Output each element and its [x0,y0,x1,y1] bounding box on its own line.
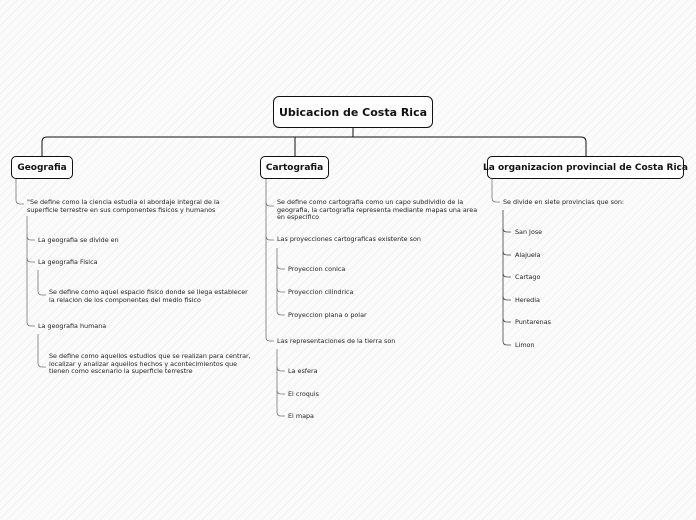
topic-geografia[interactable]: Geografia [11,156,73,179]
province-item[interactable]: Heredia [515,296,540,304]
representacion-item[interactable]: El mapa [288,412,314,420]
cartografia-representaciones[interactable]: Las representaciones de la tierra son [277,337,396,345]
proyeccion-item[interactable]: Proyeccion cilindrica [288,288,354,296]
cartografia-proyecciones[interactable]: Las proyecciones cartograficas existente son [277,235,421,243]
geografia-humana-definition[interactable]: Se define como aquellos estudios que se realizan para centrar, localizar y analizar aquellos hechos y acontecimientos que tienen como escenario la superficie terrestre [49,352,251,376]
province-item[interactable]: San Jose [515,228,543,236]
provincial-intro[interactable]: Se divide en siete provincias que son: [503,198,625,206]
geografia-fisica[interactable]: La geografia Fisica [38,258,98,266]
cartografia-definition[interactable]: Se define como cartografia como un capo subdividio de la geografia, la cartografia representa mediante mapas una area en especifico [277,198,478,222]
province-item[interactable]: Limon [515,341,535,349]
province-item[interactable]: Alajuela [515,251,541,259]
province-item[interactable]: Puntarenas [515,318,551,326]
geografia-definition[interactable]: "Se define como la ciencia estudia el abordaje integral de la superficie terrestre en sus componentes fisicos y humanos [27,198,220,214]
proyeccion-item[interactable]: Proyeccion plana o polar [288,311,367,319]
province-item[interactable]: Cartago [515,273,541,281]
geografia-fisica-definition[interactable]: Se define como aquel espacio fisico donde se llega establecer la relacion de los componentes del medio fisico [49,288,248,304]
representacion-item[interactable]: La esfera [288,367,318,375]
root-topic[interactable]: Ubicacion de Costa Rica [273,96,433,128]
proyeccion-item[interactable]: Proyeccion conica [288,265,346,273]
representacion-item[interactable]: El croquis [288,390,319,398]
geografia-divides[interactable]: La geografia se divide en [38,236,119,244]
topic-cartografia[interactable]: Cartografia [260,156,329,179]
geografia-humana[interactable]: La geografia humana [38,322,107,330]
topic-organizacion-provincial[interactable]: La organizacion provincial de Costa Rica [487,156,684,179]
